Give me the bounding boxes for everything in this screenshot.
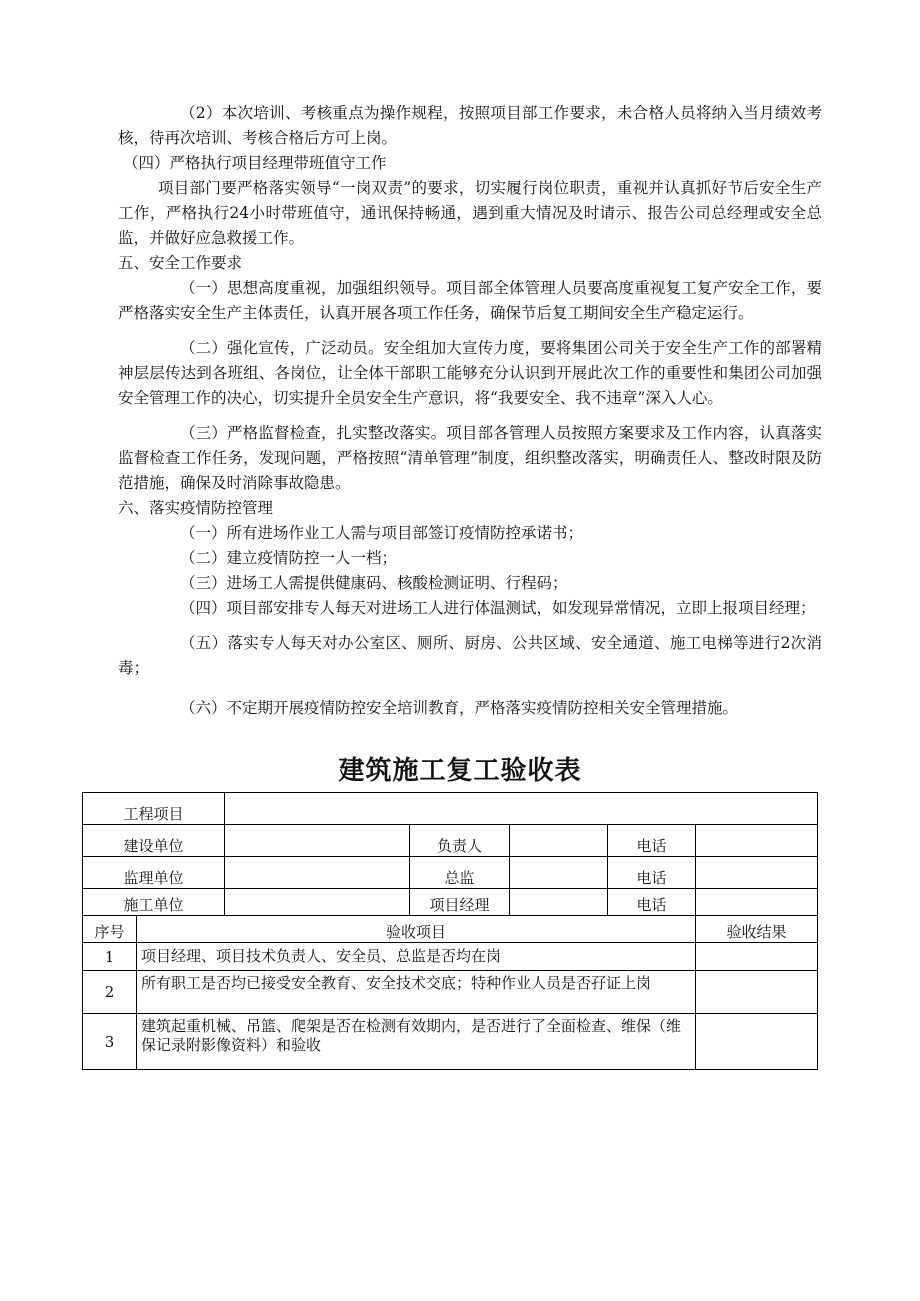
row-result-cell[interactable] xyxy=(696,971,818,1014)
section-heading: 五、安全工作要求 xyxy=(118,254,243,272)
row-item: 所有职工是否均已接受安全教育、安全技术交底；特种作业人员是否孖证上岗 xyxy=(137,971,696,1014)
form-title: 建筑施工复工验收表 xyxy=(338,756,582,786)
list-item: （二）建立疫情防控一人一档； xyxy=(180,549,398,567)
builder-label: 建设单位 xyxy=(83,825,225,857)
table-row xyxy=(83,1014,818,1070)
phone-label: 电话 xyxy=(608,857,696,889)
body-text xyxy=(118,101,822,721)
row-result-cell[interactable] xyxy=(696,943,818,971)
table-row xyxy=(83,971,818,1014)
person-in-charge-value-cell[interactable] xyxy=(510,825,608,857)
phone-label: 电话 xyxy=(608,889,696,916)
phone-label: 电话 xyxy=(608,825,696,857)
project-manager-value-cell[interactable] xyxy=(510,889,608,916)
phone-value-cell[interactable] xyxy=(696,889,818,916)
builder-row xyxy=(83,825,818,857)
list-item: （三）进场工人需提供健康码、核酸检测证明、行程码； xyxy=(180,574,568,592)
column-header-row xyxy=(83,916,818,943)
section-heading: 六、落实疫情防控管理 xyxy=(118,499,274,517)
contractor-value-cell[interactable] xyxy=(225,889,410,916)
paragraph: 项目部门要严格落实领导“一岗双责”的要求，切实履行岗位职责，重视并认真抓好节后安全生产工作，严格执行24小时带班值守，通讯保持畅通，遇到重大情况及时请示、报告公司总经理或安全总监，并做好应急救援工作。 xyxy=(118,179,822,247)
project-value-cell[interactable] xyxy=(225,793,818,825)
section-heading: （四）严格执行项目经理带班值守工作 xyxy=(123,154,387,172)
acceptance-table xyxy=(82,792,818,1070)
paragraph: （一）思想高度重视，加强组织领导。项目部全体管理人员要高度重视复工复产安全工作，要严格落实安全生产主体责任，认真开展各项工作任务，确保节后复工期间安全生产稳定运行。 xyxy=(118,279,822,322)
column-header-item: 验收项目 xyxy=(137,916,696,943)
contractor-row xyxy=(83,889,818,916)
row-number: 3 xyxy=(83,1014,137,1070)
person-in-charge-label: 负责人 xyxy=(410,825,510,857)
list-item: （六）不定期开展疫情防控安全培训教育，严格落实疫情防控相关安全管理措施。 xyxy=(180,699,739,717)
project-row xyxy=(83,793,818,825)
column-header-no: 序号 xyxy=(83,916,137,943)
paragraph: （二）强化宣传，广泛动员。安全组加大宣传力度，要将集团公司关于安全生产工作的部署精神层层传达到各班组、各岗位，让全体干部职工能够充分认识到开展此次工作的重要性和集团公司加强安全管理工作的决心，切实提升全员安全生产意识，将“我要安全、我不违章”深入人心。 xyxy=(118,339,822,407)
project-label: 工程项目 xyxy=(83,793,225,825)
contractor-label: 施工单位 xyxy=(83,889,225,916)
row-result-cell[interactable] xyxy=(696,1014,818,1070)
builder-value-cell[interactable] xyxy=(225,825,410,857)
list-item: （一）所有进场作业工人需与项目部签订疫情防控承诺书； xyxy=(180,524,584,542)
table-row xyxy=(83,943,818,971)
row-item: 项目经理、项目技术负责人、安全员、总监是否均在岗 xyxy=(137,943,696,971)
phone-value-cell[interactable] xyxy=(696,857,818,889)
column-header-result: 验收结果 xyxy=(696,916,818,943)
phone-value-cell[interactable] xyxy=(696,825,818,857)
row-number: 2 xyxy=(83,971,137,1014)
row-number: 1 xyxy=(83,943,137,971)
chief-supervisor-label: 总监 xyxy=(410,857,510,889)
supervisor-unit-value-cell[interactable] xyxy=(225,857,410,889)
list-item: （四）项目部安排专人每天对进场工人进行体温测试，如发现异常情况，立即上报项目经理； xyxy=(180,599,816,617)
chief-supervisor-value-cell[interactable] xyxy=(510,857,608,889)
supervisor-row xyxy=(83,857,818,889)
supervisor-unit-label: 监理单位 xyxy=(83,857,225,889)
project-manager-label: 项目经理 xyxy=(410,889,510,916)
paragraph: （2）本次培训、考核重点为操作规程，按照项目部工作要求，未合格人员将纳入当月绩效考核，待再次培训、考核合格后方可上岗。 xyxy=(118,104,822,147)
row-item: 建筑起重机械、吊篮、爬架是否在检测有效期内，是否进行了全面检查、维保（维保记录附影像资料）和验收 xyxy=(137,1014,696,1070)
paragraph: （三）严格监督检查，扎实整改落实。项目部各管理人员按照方案要求及工作内容，认真落实监督检查工作任务，发现问题，严格按照“清单管理”制度，组织整改落实，明确责任人、整改时限及防范措施，确保及时消除事故隐患。 xyxy=(118,424,822,492)
list-item: （五）落实专人每天对办公室区、厕所、厨房、公共区域、安全通道、施工电梯等进行2次消毒； xyxy=(118,634,822,677)
